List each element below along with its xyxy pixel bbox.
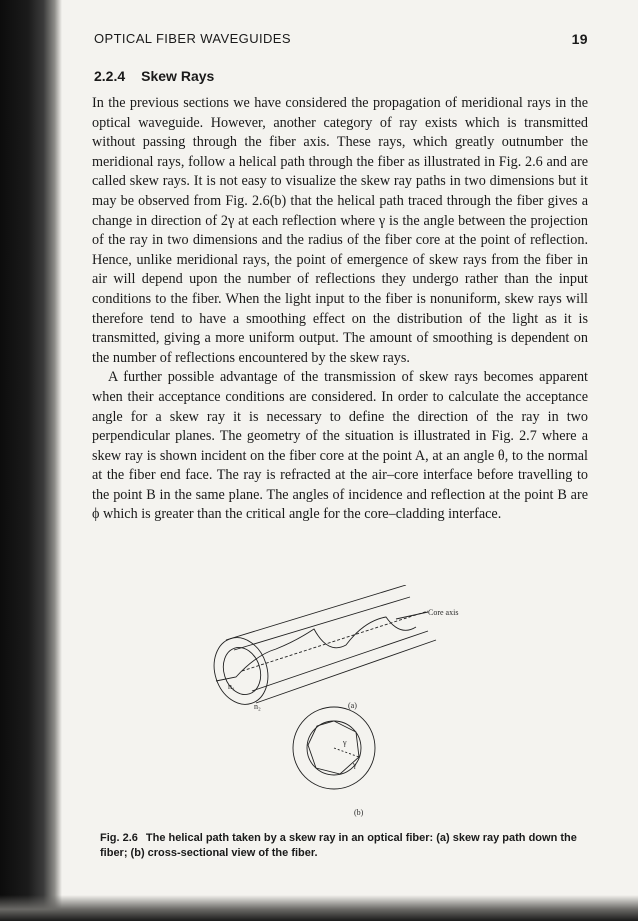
core-axis-label: Core axis [428, 608, 459, 617]
figure-caption [100, 831, 600, 861]
caption-text: The helical path taken by a skew ray in an optical fiber: (a) skew ray path down the fiber; (b) cross-sectional view of the fiber. [100, 832, 577, 859]
figure-2-6 [196, 585, 466, 821]
paragraph-1: In the previous sections we have considered the propagation of meridional rays in the optical waveguide. However, another category of ray exists which is transmitted without passing through the fiber axis. These rays, which greatly outnumber the meridional rays, follow a helical path through the fiber as illustrated in Fig. 2.6 and are called skew rays. It is not easy to visualize the skew ray paths in two dimensions but it may be observed from Fig. 2.6(b) that the helical path traced through the fiber gives a change in direction of 2γ at each reflection where γ is the angle between the projection of the ray in two dimensions and the radius of the fiber core at the point of reflection. Hence, unlike meridional rays, the point of emergence of skew rays from the fiber in air will depend upon the number of reflections they undergo rather than the input conditions to the fiber. When the light input to the fiber is nonuniform, skew rays will therefore tend to have a smoothing effect on the distribution of the light as it is transmitted, giving a more uniform output. The amount of smoothing is dependent on the number of reflections encountered by the skew rays. [92, 95, 588, 366]
core-bottom-edge [252, 631, 428, 691]
body-text [92, 94, 588, 525]
page-number: 19 [571, 31, 588, 47]
book-binding-shadow [0, 0, 62, 921]
cladding-bottom-edge [256, 640, 436, 703]
n2-label: n₂ [254, 702, 261, 711]
caption-figure-number: Fig. 2.6 [100, 832, 138, 844]
cross-section-ray-polygon [308, 721, 359, 774]
cross-section-radius [334, 748, 359, 757]
section-number: 2.2.4 [94, 68, 126, 84]
running-header [94, 31, 588, 51]
section-title: Skew Rays [141, 68, 215, 84]
gamma-label-1: γ [343, 738, 347, 747]
gamma-label-2: γ [353, 760, 357, 769]
paragraph-2: A further possible advantage of the transmission of skew rays becomes apparent when their acceptance conditions are considered. In order to calculate the acceptance angle for a skew ray it is necessary to define the direction of the ray in two perpendicular planes. The geometry of the situation is illustrated in Fig. 2.7 where a skew ray is shown incident on the fiber core at the point A, at an angle θ, to the normal at the fiber end face. The ray is refracted at the air–core interface before travelling to the point B in the same plane. The angles of incidence and reflection at the point B are ϕ which is greater than the critical angle for the core–cladding interface. [92, 369, 588, 523]
n1-label: n₁ [228, 682, 235, 691]
part-a-label: (a) [348, 701, 357, 710]
page-bottom-edge-shadow [0, 895, 638, 921]
core-top-edge [234, 597, 410, 650]
part-b-label: (b) [354, 808, 364, 817]
running-title: OPTICAL FIBER WAVEGUIDES [94, 31, 291, 46]
core-axis-leader [396, 612, 428, 619]
figure-illustration [196, 585, 466, 821]
section-heading [94, 68, 214, 84]
